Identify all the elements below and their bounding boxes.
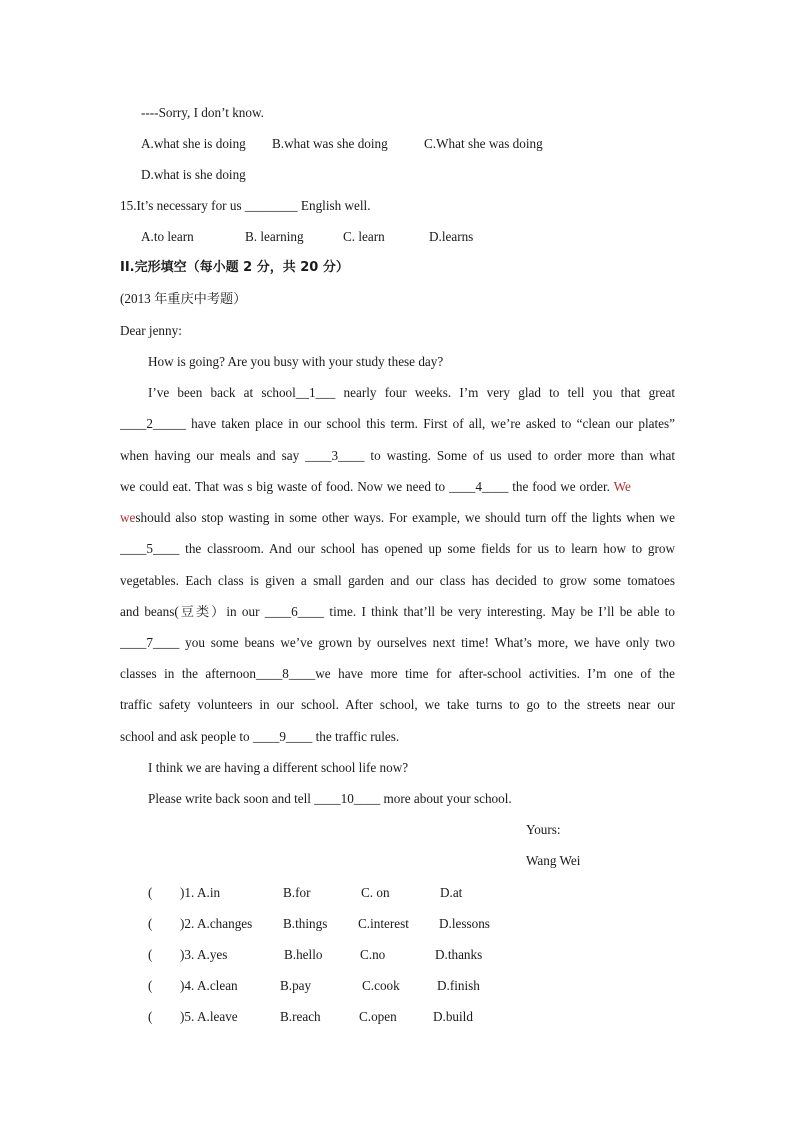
choice-option-b: B.pay [280,978,312,993]
choice-number: )1. [180,885,195,900]
q15-stem: 15.It’s necessary for us ________ English well. [120,198,371,213]
choice-number: )4. [180,978,195,993]
choice-option-d: D.finish [437,978,480,993]
choice-option-a: A.changes [197,916,253,931]
letter-line-9: ____7____ you some beans we’ve grown by ourselves next time! What’s more, we have only two [120,635,675,650]
letter-line-4 [120,479,631,495]
choice-number: )2. [180,916,195,931]
choice-option-c: C. on [361,885,390,900]
choice-option-d: D.lessons [439,916,490,931]
choice-paren[interactable]: ( [148,978,153,993]
letter-line-11: traffic safety volunteers in our school. After school, we take turns to go to the streets near our [120,697,675,712]
choice-option-a: A.clean [197,978,238,993]
q15-option-c: C. learn [343,229,385,244]
choice-paren[interactable]: ( [148,947,153,962]
q15-option-b: B. learning [245,229,304,244]
section-source: (2013 年重庆中考题） [120,291,247,306]
choice-paren[interactable]: ( [148,885,153,900]
letter-line-12: school and ask people to ____9____ the traffic rules. [120,729,400,744]
choice-paren[interactable]: ( [148,916,153,931]
choice-option-b: B.for [283,885,311,900]
letter-salutation: Dear jenny: [120,323,182,338]
q14-option-c: C.What she was doing [424,136,543,151]
q14-answer-line: ----Sorry, I don’t know. [141,105,264,120]
letter-line-7: vegetables. Each class is given a small garden and our class has decided to grow some tomatoes [120,573,675,588]
q14-option-b: B.what was she doing [272,136,388,151]
choice-option-a: A.leave [197,1009,238,1024]
choice-option-d: D.at [440,885,463,900]
letter-line-5-red-we: we [120,510,136,525]
choice-option-a: A.in [197,885,221,900]
choice-option-a: A.yes [197,947,228,962]
choice-option-b: B.things [283,916,328,931]
choice-option-c: C.interest [358,916,409,931]
letter-line-6: ____5____ the classroom. And our school has opened up some fields for us to learn how to grow [120,541,675,556]
q15-option-a: A.to learn [141,229,194,244]
choice-option-d: D.build [433,1009,473,1024]
letter-signature: Wang Wei [526,853,581,868]
section-heading: II.完形填空（每小题 2 分，共 20 分） [120,260,349,275]
letter-line-4-red-we: We [613,479,631,494]
q14-option-a: A.what she is doing [141,136,246,151]
letter-paragraph-4: Please write back soon and tell ____10____ more about your school. [148,791,512,806]
letter-line-5-text: should also stop wasting in some other ways. For example, we should turn off the lights when we [135,510,675,525]
letter-paragraph-1: How is going? Are you busy with your study these day? [148,354,444,369]
choice-option-c: C.no [360,947,386,962]
letter-line-5 [120,510,675,526]
q14-option-d: D.what is she doing [141,167,246,182]
letter-line-10: classes in the afternoon____8____we have more time for after-school activities. I’m one of the [120,666,675,681]
letter-line-2: ____2_____ have taken place in our school this term. First of all, we’re asked to “clean our plates” [120,416,675,431]
letter-line-8: and beans(豆类）in our ____6____ time. I think that’ll be very interesting. May be I’ll be able to [120,604,675,619]
letter-line-1: I’ve been back at school__1___ nearly four weeks. I’m very glad to tell you that great [148,385,675,400]
choice-option-b: B.hello [284,947,323,962]
letter-line-3: when having our meals and say ____3____ to wasting. Some of us used to order more than what [120,448,675,463]
choice-number: )5. [180,1009,195,1024]
choice-option-c: C.open [359,1009,397,1024]
letter-line-4-text: we could eat. That was s big waste of food. Now we need to ____4____ the food we order. [120,479,610,494]
choice-paren[interactable]: ( [148,1009,153,1024]
choice-option-b: B.reach [280,1009,321,1024]
q15-option-d: D.learns [429,229,474,244]
choice-option-d: D.thanks [435,947,483,962]
choice-number: )3. [180,947,195,962]
choice-option-c: C.cook [362,978,400,993]
letter-closing: Yours: [526,822,561,837]
letter-paragraph-3: I think we are having a different school life now? [148,760,409,775]
